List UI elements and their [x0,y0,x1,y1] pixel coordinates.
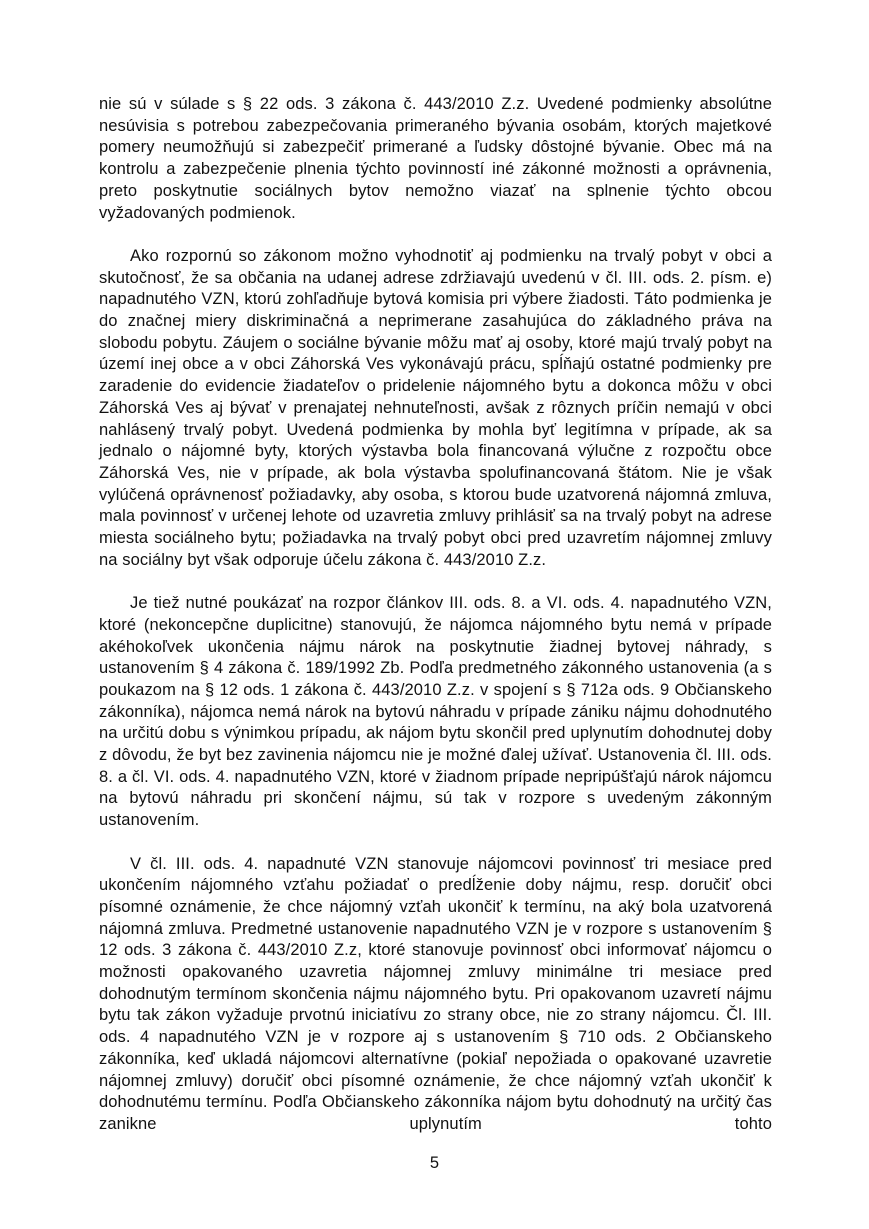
page-number: 5 [429,1154,440,1172]
paragraph-3: Je tiež nutné poukázať na rozpor článkov III. ods. 8. a VI. ods. 4. napadnutého VZN, ktoré (nekoncepčne duplicitne) stanovujú, že nájomca nájomného bytu nemá v prípade akéhokoľvek ukončenia nájmu nárok na poskytnutie žiadnej bytovej náhrady, s ustanovením § 4 zákona č. 189/1992 Zb. Podľa predmetného zákonného ustanovenia (a s poukazom na § 12 ods. 1 zákona č. 443/2010 Z.z. v spojení s § 712a ods. 9 Občianskeho zákonníka), nájomca nemá nárok na bytovú náhradu v prípade zániku nájmu dohodnutého na určitú dobu s výnimkou prípadu, ak nájom bytu skončil pred uplynutím dohodnutej doby z dôvodu, že byt bez zavinenia nájomcu nie je možné ďalej užívať. Ustanovenia čl. III. ods. 8. a čl. VI. ods. 4. napadnutého VZN, ktoré v žiadnom prípade nepripúšťajú nárok nájomcu na bytovú náhradu pri skončení nájmu, sú tak v rozpore s uvedeným zákonným ustanovením. [99,594,772,830]
paragraph-1: nie sú v súlade s § 22 ods. 3 zákona č. 443/2010 Z.z. Uvedené podmienky absolútne nesúvisia s potrebou zabezpečovania primeraného bývania osobám, ktorých majetkové pomery neumožňujú si zabezpečiť primerané a ľudsky dôstojné bývanie. Obec má na kontrolu a zabezpečenie plnenia týchto povinností iné zákonné možnosti a oprávnenia, preto poskytnutie sociálnych bytov nemožno viazať na splnenie týchto obcou vyžadovaných podmienok. [99,95,772,222]
paragraph-4: V čl. III. ods. 4. napadnuté VZN stanovuje nájomcovi povinnosť tri mesiace pred ukončením nájomného vzťahu požiadať o predĺženie doby nájmu, resp. doručiť obci písomné oznámenie, že chce nájomný vzťah ukončiť k termínu, na aký bola uzatvorená nájomná zmluva. Predmetné ustanovenie napadnutého VZN je v rozpore s ustanovením § 12 ods. 3 zákona č. 443/2010 Z.z, ktoré stanovuje povinnosť obci informovať nájomcu o možnosti opakovaného uzavretia nájomnej zmluvy minimálne tri mesiace pred dohodnutým termínom skončenia nájmu nájomného bytu. Pri opakovanom uzavretí nájmu bytu tak zákon vyžaduje prvotnú iniciatívu zo strany obce, nie zo strany nájomcu. Čl. III. ods. 4 napadnutého VZN je v rozpore aj s ustanovením § 710 ods. 2 Občianskeho zákonníka, keď ukladá nájomcovi alternatívne (pokiaľ nepožiada o opakované uzavretie nájomnej zmluvy) doručiť obci písomné oznámenie, že chce nájomný vzťah ukončiť k dohodnutému termínu. Podľa Občianskeho zákonníka nájom bytu dohodnutý na určitý čas zanikne uplynutím tohto [99,854,772,1133]
paragraph-2: Ako rozpornú so zákonom možno vyhodnotiť aj podmienku na trvalý pobyt v obci a skutočnosť, že sa občania na udanej adrese zdržiavajú uvedenú v čl. III. ods. 2. písm. e) napadnutého VZN, ktorú zohľadňuje bytová komisia pri výbere žiadosti. Táto podmienka je do značnej miery diskriminačná a neprimerane zasahujúca do základného práva na slobodu pobytu. Záujem o sociálne bývanie môžu mať aj osoby, ktoré majú trvalý pobyt na území inej obce a v obci Záhorská Ves vykonávajú prácu, spĺňajú ostatné podmienky pre zaradenie do evidencie žiadateľov o pridelenie nájomného bytu a dokonca môžu v obci Záhorská Ves aj bývať v prenajatej nehnuteľnosti, avšak z rôznych príčin nemajú v obci nahlásený trvalý pobyt. Uvedená podmienka by mohla byť legitímna v prípade, ak sa jednalo o nájomné byty, ktorých výstavba bola financovaná výlučne z rozpočtu obce Záhorská Ves, nie v prípade, ak bola výstavba spolufinancovaná štátom. Nie je však vylúčená oprávnenosť požiadavky, aby osoba, s ktorou bude uzatvorená nájomná zmluva, mala povinnosť v určenej lehote od uzavretia zmluvy prihlásiť sa na trvalý pobyt na adrese miesta sociálneho bytu; požiadavka na trvalý pobyt obci pred uzavretím nájomnej zmluvy na sociálny byt však odporuje účelu zákona č. 443/2010 Z.z. [99,246,772,569]
document-body [99,94,772,1136]
